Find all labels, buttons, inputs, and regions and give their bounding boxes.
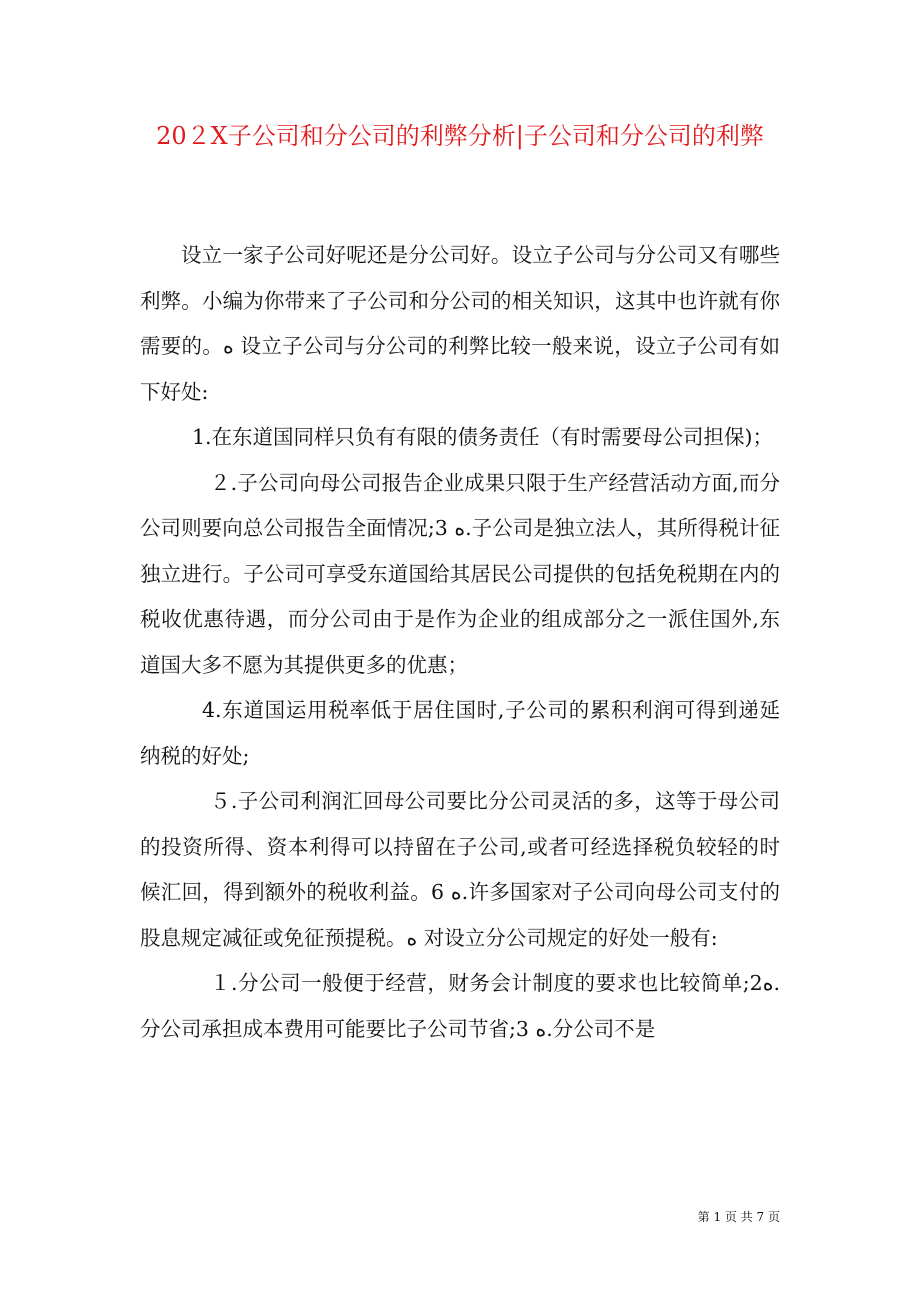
page-number: 第 1 页 共 7 页 — [697, 1210, 780, 1224]
paragraph-intro: 设立一家子公司好呢还是分公司好。设立子公司与分公司又有哪些利弊。小编为你带来了子公司和分公司的相关知识，这其中也许就有你需要的。ﻩ 设立子公司与分公司的利弊比较一般来说，设立子公司有如下好处: — [140, 243, 780, 404]
document-title: 20２X子公司和分公司的利弊分析|子公司和分公司的利弊 — [156, 122, 764, 150]
paragraph-point-1: 1.在东道国同样只负有有限的债务责任（有时需要母公司担保)； — [192, 425, 774, 449]
paragraph-branch-benefits: １.分公司一般便于经营，财务会计制度的要求也比较简单;ﻩ2. 分公司承担成本费用可能要比子公司节省;3 ﻩ.分公司不是 — [140, 971, 780, 1041]
paragraph-point-4: 4.东道国运用税率低于居住国时,子公司的累积利润可得到递延纳税的好处; — [140, 698, 780, 768]
paragraph-point-5: ５.子公司利润汇回母公司要比分公司灵活的多，这等于母公司的投资所得、资本利得可以持留在子公司,或者可经选择税负较轻的时候汇回，得到额外的税收利益。6 ﻩ.许多国家对子公司向母公司支付的股息规定减征或免征预提税。ﻩ 对设立分公司规定的好处一般有: — [140, 789, 781, 950]
paragraph-point-2: ２.子公司向母公司报告企业成果只限于生产经营活动方面,而分公司则要向总公司报告全面情况;3 ﻩ.子公司是独立法人，其所得税计征独立进行。子公司可享受东道国给其居民公司提供的包括免税期在内的税收优惠待遇，而分公司由于是作为企业的组成部分之一派住国外,东道国大多不愿为其提供更多的优惠； — [140, 470, 781, 677]
document-body — [140, 233, 780, 1052]
